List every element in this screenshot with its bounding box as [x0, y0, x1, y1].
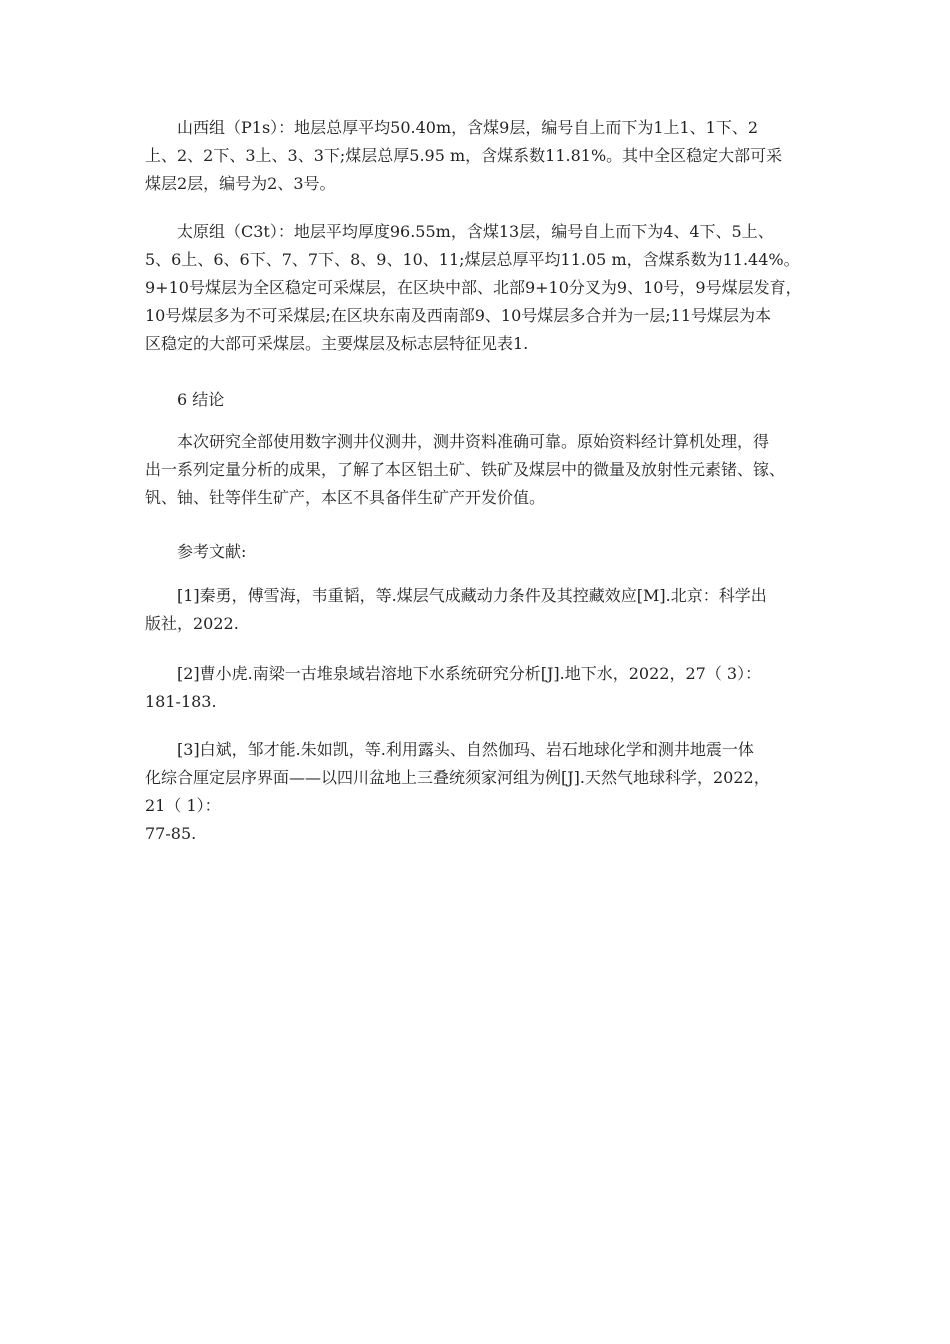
text-line: 煤层2层，编号为2、3号。: [145, 174, 336, 193]
text-line: 钒、铀、钍等伴生矿产，本区不具备伴生矿产开发价值。: [145, 488, 546, 507]
text-line: 10号煤层多为不可采煤层;在区块东南及西南部9、10号煤层多合并为一层;11号煤层为本: [145, 306, 772, 325]
text-line: 77-85.: [145, 824, 197, 843]
text-line: 上、2、2下、3上、3、3下;煤层总厚5.95 m，含煤系数11.81%。其中全区稳定大部可采: [145, 146, 783, 165]
section-heading: [145, 386, 810, 414]
text-line: [1]秦勇，傅雪海，韦重韬，等.煤层气成藏动力条件及其控藏效应[M].北京：科学出: [177, 586, 767, 605]
section-heading-text: 6 结论: [177, 390, 225, 409]
reference-item: [145, 660, 810, 716]
text-line: 化综合厘定层序界面——以四川盆地上三叠统须家河组为例[J].天然气地球科学，2022，: [145, 768, 770, 787]
text-line: 181-183.: [145, 692, 217, 711]
text-line: [2]曹小虎.南梁一古堆泉域岩溶地下水系统研究分析[J].地下水，2022，27（ 3）：: [177, 664, 762, 683]
text-line: 出一系列定量分析的成果，了解了本区铝土矿、铁矿及煤层中的微量及放射性元素锗、镓、: [145, 460, 786, 479]
text-line: 山西组（P1s）：地层总厚平均50.40m，含煤9层，编号自上而下为1上1、1下、2: [177, 118, 759, 137]
text-line: 太原组（C3t）：地层平均厚度96.55m，含煤13层，编号自上而下为4、4下、5上、: [177, 222, 774, 241]
text-line: 版社，2022.: [145, 614, 239, 633]
references-heading-text: 参考文献:: [177, 542, 247, 561]
text-line: 5、6上、6、6下、7、7下、8、9、10、11;煤层总厚平均11.05 m，含煤系数为11.44%。: [145, 250, 800, 269]
text-line: 21（ 1）：: [145, 796, 221, 815]
reference-item: [145, 736, 810, 848]
references-heading: [145, 538, 810, 566]
paragraph-conclusion: [145, 428, 810, 512]
text-line: 9+10号煤层为全区稳定可采煤层，在区块中部、北部9+10分叉为9、10号，9号煤层发育，: [145, 278, 802, 297]
paragraph-taiyuan: [145, 218, 810, 358]
text-line: [3]白斌，邹才能.朱如凯，等.利用露头、自然伽玛、岩石地球化学和测井地震一体: [177, 740, 754, 759]
text-line: 本次研究全部使用数字测井仪测井，测井资料准确可靠。原始资料经计算机处理，得: [177, 432, 770, 451]
reference-item: [145, 582, 810, 638]
paragraph-shanxi: [145, 114, 810, 198]
text-line: 区稳定的大部可采煤层。主要煤层及标志层特征见表1.: [145, 334, 529, 353]
